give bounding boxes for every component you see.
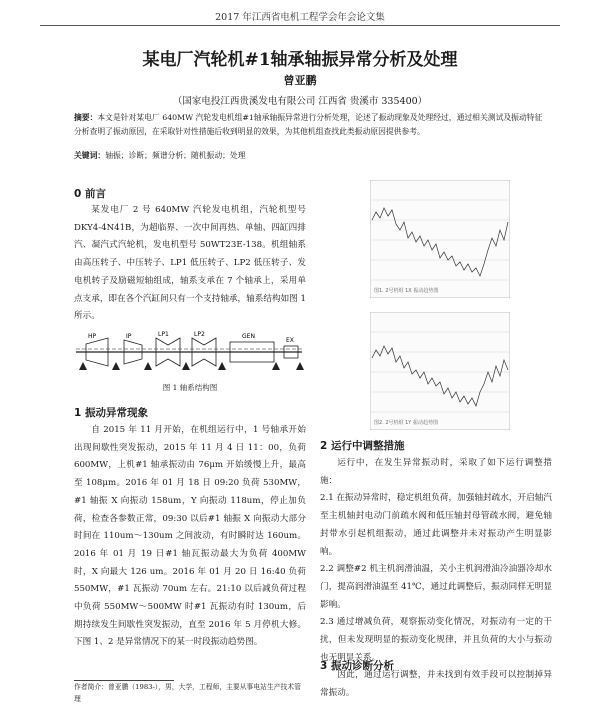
author: 曾亚鹏 <box>283 74 317 87</box>
chart-frame <box>370 312 510 430</box>
abstract <box>74 111 544 139</box>
section3-heading: 3 振动诊断分析 <box>320 660 394 672</box>
section1-heading: 1 振动异常现象 <box>74 407 148 419</box>
trend-chart-1x <box>370 180 510 298</box>
bearing-5 <box>218 362 226 370</box>
keywords <box>74 150 544 161</box>
bearing-markers <box>79 362 304 370</box>
label-hp: HP <box>88 333 97 340</box>
figure1-caption: 图 1 轴系结构图 <box>162 383 218 392</box>
section2-heading: 2 运行中调整措施 <box>320 440 405 452</box>
abstract-label: 摘要： <box>74 113 98 122</box>
chart2-caption: 图2. 2号机组 1Y 振动趋势图 <box>374 420 438 426</box>
section2-para: 2.1 在振动异常时，稳定机组负荷，加强轴封疏水，开启轴汽至主机轴封电动门前疏水阀和低压轴封母管疏水阀，避免轴封带水引起机组振动，通过此调整并未对振动产生明显影响。 <box>320 493 552 557</box>
intro-heading: 0 前言 <box>74 188 106 200</box>
section2-para: 2.3 通过增减负荷，观察振动变化情况，对振动有一定的干扰，但未发现明显的振动变化规律，并且负荷的大小与振动也无明显关系。 <box>320 617 552 663</box>
bearing-6 <box>272 362 280 370</box>
chart1-caption: 图1. 2号机组 1X 振动趋势图 <box>374 288 439 294</box>
label-lp1: LP1 <box>158 331 169 338</box>
label-gen: GEN <box>242 333 255 340</box>
chart-frame <box>370 180 510 298</box>
bearing-4 <box>182 362 190 370</box>
section2-para: 因此，通过运行调整，并未找到有效手段可以控制掉异常振动。 <box>320 670 552 699</box>
paper-title: 某电厂汽轮机#1轴承轴振异常分析及处理 <box>142 50 458 70</box>
section2-para: 运行中，在发生异常振动时，采取了如下运行调整措施： <box>320 458 552 486</box>
bearing-2 <box>112 362 120 370</box>
affiliation: （国家电投江西贵溪发电有限公司 江西省 贵溪市 335400） <box>172 96 428 107</box>
intro-paragraph: 某发电厂 2 号 640MW 汽轮发电机组，汽轮机型号 DKY4-4N41B，为超临界、一次中间再热、单轴、四缸四排汽、凝汽式汽轮机，发电机型号 50WT23E-138。机组轴系由高压转子、中压转子、LP1 低压转子、LP2 低压转子、发电机转子及励磁短轴组成，轴系支承在 7 个轴承上，采用单点支承，即在各个汽缸间只有一个支持轴承，轴系结构如图 1 所示。 <box>74 205 306 322</box>
keywords-label: 关键词： <box>74 151 106 160</box>
author-footnote: 作者简介：曾亚鹏（1983-），男，大学，工程师，主要从事电站生产技术管理 <box>74 683 301 703</box>
label-lp2: LP2 <box>194 331 205 338</box>
label-ip: IP <box>126 333 132 340</box>
bearing-1 <box>79 362 87 370</box>
header-rule <box>40 25 560 26</box>
section2-para: 2.2 调整#2 机主机润滑油温，关小主机润滑油冷油器冷却水门，提高润滑油温至 41℃，通过此调整后，振动同样无明显影响。 <box>320 564 552 610</box>
bearing-7 <box>296 362 304 370</box>
running-header: 2017 年江西省电机工程学会年会论文集 <box>215 12 385 23</box>
bearing-3 <box>144 362 152 370</box>
shaft-structure-diagram <box>74 330 306 378</box>
section1-paragraph: 自 2015 年 11 月开始，在机组运行中，1 号轴承开始出现间歇性突发振动，2015 年 11 月 4 日 11：00，负荷 600MW，上机#1 轴承振动由 76μm 开始缓慢上升，最高至 108μm。2016 年 01 月 18 日 09:20 负荷 530MW，#1 轴振 X 向振动 158um，Y 向振动 118um，停止加负荷，检查各参数正常，09:30 以后#1 轴振 X 向振动大部分时间在 110um～130um 之间波动，有时瞬时达 160um。2016 年 01 月 19 日#1 轴瓦振动最大为负荷 400MW 时，X 向最大 126 um。2016 年 01 月 20 日 16:40 负荷 550MW，#1 瓦振动 70um 左右。21:10 以后减负荷过程中负荷 550MW～500MW 时#1 瓦振动有时 130um，后期持续发生间歇性突发振动，直至 2016 年 5 月停机大修。下图 1、2 是异常情况下的某一时段振动趋势图。 <box>74 425 306 648</box>
trend-chart-1y <box>370 312 510 430</box>
label-ex: EX <box>286 337 294 344</box>
keywords-text: 轴振；诊断；频谱分析；随机振动；处理 <box>105 151 246 160</box>
abstract-text: 本文是针对某电厂 640MW 汽轮发电机组#1轴承轴振异常进行分析处理，论述了振动现象及处理经过，通过相关测试及振动特征分析查明了振动原因，在采取针对性措施后收到明显的效果，为其他机组查找此类振动原因提供参考。 <box>74 113 543 136</box>
